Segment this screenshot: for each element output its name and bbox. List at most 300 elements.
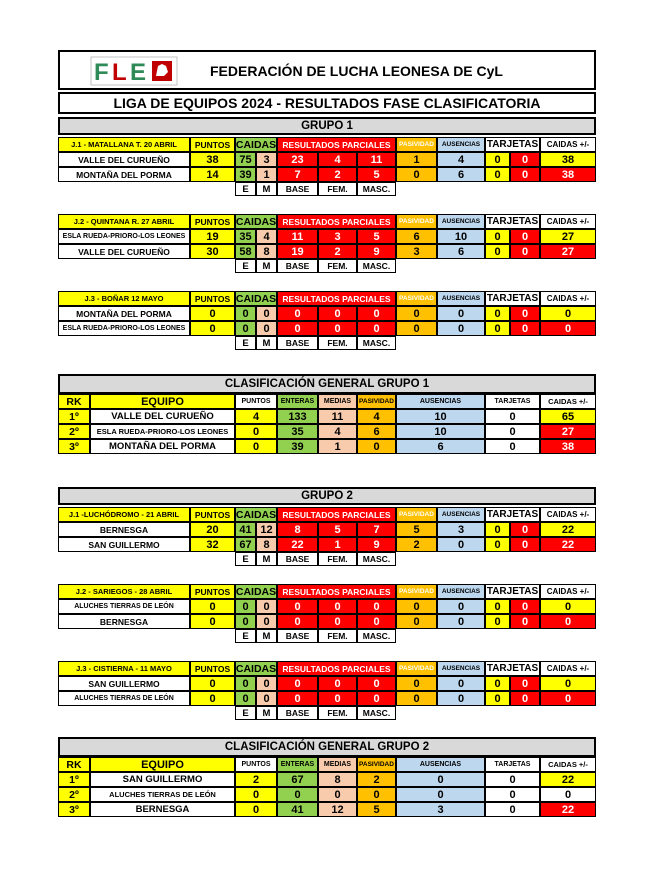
rank: 1º bbox=[58, 409, 90, 424]
fem-value: 0 bbox=[318, 321, 357, 336]
caidas-m-value: 0 bbox=[256, 676, 277, 691]
caidas-e-value: 0 bbox=[235, 691, 256, 706]
caidas-pm-value: 0 bbox=[540, 321, 596, 336]
puntos-value: 0 bbox=[190, 599, 235, 614]
medias-header: MEDIAS bbox=[318, 394, 357, 409]
jornada-title: J.3 - CISTIERNA - 11 MAYO bbox=[58, 661, 190, 676]
ausencias-value: 0 bbox=[437, 321, 485, 336]
ausencias-value: 0 bbox=[437, 306, 485, 321]
caidas-e-value: 0 bbox=[235, 599, 256, 614]
e-label: E bbox=[235, 706, 256, 720]
tarjetas-2-value: 0 bbox=[510, 522, 540, 537]
masc-value: 0 bbox=[357, 599, 396, 614]
team-name: ESLA RUEDA-PRIORO-LOS LEONES bbox=[90, 424, 235, 439]
masc-label: MASC. bbox=[357, 552, 396, 566]
caidas-e-value: 35 bbox=[235, 229, 256, 244]
team-name: SAN GUILLERMO bbox=[58, 537, 190, 552]
puntos-value: 0 bbox=[235, 787, 277, 802]
tarjetas-2-value: 0 bbox=[510, 614, 540, 629]
resultados-header: RESULTADOS PARCIALES bbox=[277, 507, 396, 522]
jornada-title: J.2 - QUINTANA R. 27 ABRIL bbox=[58, 214, 190, 229]
caidas-e-value: 39 bbox=[235, 167, 256, 182]
masc-value: 9 bbox=[357, 537, 396, 552]
caidas-m-value: 0 bbox=[256, 691, 277, 706]
team-name: SAN GUILLERMO bbox=[90, 772, 235, 787]
pasividad-value: 1 bbox=[396, 152, 437, 167]
puntos-header: PUNTOS bbox=[190, 507, 235, 522]
federation-logo bbox=[90, 56, 178, 86]
puntos-value: 0 bbox=[190, 691, 235, 706]
caidas-e-value: 0 bbox=[235, 676, 256, 691]
group-title: GRUPO 2 bbox=[58, 487, 596, 505]
enteras-value: 35 bbox=[277, 424, 318, 439]
team-name: BERNESGA bbox=[90, 802, 235, 817]
enteras-value: 41 bbox=[277, 802, 318, 817]
ausencias-value: 0 bbox=[437, 614, 485, 629]
ausencias-header: AUSENCIAS bbox=[437, 214, 485, 229]
base-value: 23 bbox=[277, 152, 318, 167]
pasividad-value: 0 bbox=[396, 321, 437, 336]
base-label: BASE bbox=[277, 336, 318, 350]
tarjetas-2-value: 0 bbox=[510, 152, 540, 167]
rank: 2º bbox=[58, 787, 90, 802]
fem-value: 3 bbox=[318, 229, 357, 244]
tarjetas-header: TARJETAS bbox=[485, 757, 540, 772]
puntos-value: 0 bbox=[235, 439, 277, 454]
puntos-header: PUNTOS bbox=[190, 214, 235, 229]
team-name: BERNESGA bbox=[58, 522, 190, 537]
caidas-pm-value: 0 bbox=[540, 787, 596, 802]
puntos-value: 0 bbox=[235, 802, 277, 817]
tarjetas-value: 0 bbox=[485, 424, 540, 439]
e-label: E bbox=[235, 182, 256, 196]
e-label: E bbox=[235, 336, 256, 350]
ausencias-value: 0 bbox=[437, 537, 485, 552]
tarjetas-1-value: 0 bbox=[485, 244, 510, 259]
ausencias-header: AUSENCIAS bbox=[437, 584, 485, 599]
equipo-header: EQUIPO bbox=[90, 757, 235, 772]
team-name: VALLE DEL CURUEÑO bbox=[58, 152, 190, 167]
pasividad-value: 0 bbox=[396, 599, 437, 614]
pasividad-header: PASIVIDAD bbox=[357, 394, 396, 409]
caidas-pm-header: CAIDAS +/- bbox=[540, 291, 596, 306]
caidas-pm-value: 22 bbox=[540, 802, 596, 817]
caidas-pm-header: CAIDAS +/- bbox=[540, 661, 596, 676]
pasividad-header: PASIVIDAD bbox=[396, 137, 437, 152]
m-label: M bbox=[256, 706, 277, 720]
ausencias-value: 0 bbox=[396, 787, 485, 802]
jornada-title: J.3 - BOÑAR 12 MAYO bbox=[58, 291, 190, 306]
masc-value: 0 bbox=[357, 691, 396, 706]
pasividad-value: 2 bbox=[396, 537, 437, 552]
pasividad-header: PASIVIDAD bbox=[396, 291, 437, 306]
masc-label: MASC. bbox=[357, 706, 396, 720]
ausencias-value: 6 bbox=[437, 244, 485, 259]
pasividad-value: 2 bbox=[357, 772, 396, 787]
tarjetas-2-value: 0 bbox=[510, 599, 540, 614]
base-value: 0 bbox=[277, 321, 318, 336]
rank: 2º bbox=[58, 424, 90, 439]
pasividad-header: PASIVIDAD bbox=[357, 757, 396, 772]
tarjetas-header: TARJETAS bbox=[486, 509, 539, 520]
tarjetas-1-value: 0 bbox=[485, 522, 510, 537]
caidas-pm-header: CAIDAS +/- bbox=[540, 584, 596, 599]
e-label: E bbox=[235, 259, 256, 273]
tarjetas-1-value: 0 bbox=[485, 599, 510, 614]
m-label: M bbox=[256, 182, 277, 196]
base-value: 0 bbox=[277, 691, 318, 706]
caidas-pm-value: 27 bbox=[540, 244, 596, 259]
ausencias-value: 0 bbox=[437, 691, 485, 706]
fem-label: FEM. bbox=[318, 629, 357, 643]
jornada-title: J.2 - SARIEGOS - 28 ABRIL bbox=[58, 584, 190, 599]
enteras-value: 133 bbox=[277, 409, 318, 424]
caidas-m-value: 4 bbox=[256, 229, 277, 244]
pasividad-value: 5 bbox=[357, 802, 396, 817]
tarjetas-2-value: 0 bbox=[510, 321, 540, 336]
caidas-pm-header: CAIDAS +/- bbox=[540, 394, 596, 409]
masc-value: 0 bbox=[357, 321, 396, 336]
ausencias-header: AUSENCIAS bbox=[437, 291, 485, 306]
caidas-m-value: 8 bbox=[256, 537, 277, 552]
masc-value: 5 bbox=[357, 229, 396, 244]
tarjetas-1-value: 0 bbox=[485, 229, 510, 244]
ausencias-header: AUSENCIAS bbox=[437, 507, 485, 522]
caidas-header: CAIDAS bbox=[235, 138, 277, 151]
e-label: E bbox=[235, 552, 256, 566]
ausencias-value: 6 bbox=[396, 439, 485, 454]
team-name: BERNESGA bbox=[58, 614, 190, 629]
team-name: ESLA RUEDA-PRIORO-LOS LEONES bbox=[58, 229, 190, 244]
puntos-value: 2 bbox=[235, 772, 277, 787]
caidas-pm-header: CAIDAS +/- bbox=[540, 507, 596, 522]
masc-label: MASC. bbox=[357, 259, 396, 273]
caidas-header: CAIDAS bbox=[235, 662, 277, 675]
fem-value: 1 bbox=[318, 537, 357, 552]
tarjetas-1-value: 0 bbox=[485, 306, 510, 321]
enteras-header: ENTERAS bbox=[277, 757, 318, 772]
pasividad-value: 6 bbox=[396, 229, 437, 244]
caidas-header: CAIDAS bbox=[235, 215, 277, 228]
base-value: 11 bbox=[277, 229, 318, 244]
caidas-m-value: 0 bbox=[256, 599, 277, 614]
jornada-title: J.1 -LUCHÓDROMO - 21 ABRIL bbox=[58, 507, 190, 522]
tarjetas-2-value: 0 bbox=[510, 306, 540, 321]
base-value: 22 bbox=[277, 537, 318, 552]
base-label: BASE bbox=[277, 552, 318, 566]
fem-value: 0 bbox=[318, 599, 357, 614]
caidas-e-value: 0 bbox=[235, 306, 256, 321]
fem-label: FEM. bbox=[318, 182, 357, 196]
page-subtitle: LIGA DE EQUIPOS 2024 - RESULTADOS FASE CLASIFICATORIA bbox=[58, 92, 596, 114]
caidas-pm-value: 27 bbox=[540, 424, 596, 439]
caidas-m-value: 8 bbox=[256, 244, 277, 259]
tarjetas-2-value: 0 bbox=[510, 229, 540, 244]
tarjetas-1-value: 0 bbox=[485, 537, 510, 552]
puntos-value: 0 bbox=[190, 306, 235, 321]
pasividad-value: 0 bbox=[357, 787, 396, 802]
puntos-header: PUNTOS bbox=[235, 394, 277, 409]
base-value: 0 bbox=[277, 614, 318, 629]
base-value: 7 bbox=[277, 167, 318, 182]
fem-value: 0 bbox=[318, 691, 357, 706]
pasividad-value: 0 bbox=[396, 691, 437, 706]
puntos-value: 0 bbox=[235, 424, 277, 439]
m-label: M bbox=[256, 629, 277, 643]
tarjetas-header: TARJETAS bbox=[486, 586, 539, 597]
rank: 3º bbox=[58, 439, 90, 454]
caidas-pm-value: 65 bbox=[540, 409, 596, 424]
caidas-e-value: 41 bbox=[235, 522, 256, 537]
caidas-e-value: 58 bbox=[235, 244, 256, 259]
ausencias-value: 10 bbox=[396, 424, 485, 439]
pasividad-value: 6 bbox=[357, 424, 396, 439]
tarjetas-1-value: 0 bbox=[485, 676, 510, 691]
team-name: MONTAÑA DEL PORMA bbox=[58, 306, 190, 321]
caidas-m-value: 1 bbox=[256, 167, 277, 182]
medias-value: 0 bbox=[318, 787, 357, 802]
team-name: ALUCHES TIERRAS DE LEÓN bbox=[58, 691, 190, 706]
rk-header: RK bbox=[58, 757, 90, 772]
caidas-m-value: 12 bbox=[256, 522, 277, 537]
resultados-header: RESULTADOS PARCIALES bbox=[277, 291, 396, 306]
puntos-value: 20 bbox=[190, 522, 235, 537]
puntos-value: 14 bbox=[190, 167, 235, 182]
svg-text:E: E bbox=[130, 59, 147, 86]
svg-text:L: L bbox=[112, 59, 127, 86]
pasividad-value: 0 bbox=[396, 167, 437, 182]
pasividad-header: PASIVIDAD bbox=[396, 214, 437, 229]
caidas-pm-header: CAIDAS +/- bbox=[540, 757, 596, 772]
caidas-m-value: 0 bbox=[256, 614, 277, 629]
masc-value: 0 bbox=[357, 614, 396, 629]
caidas-e-value: 67 bbox=[235, 537, 256, 552]
fem-value: 2 bbox=[318, 244, 357, 259]
base-label: BASE bbox=[277, 629, 318, 643]
ausencias-value: 0 bbox=[396, 772, 485, 787]
ausencias-value: 10 bbox=[396, 409, 485, 424]
team-name: ALUCHES TIERRAS DE LEÓN bbox=[58, 599, 190, 614]
resultados-header: RESULTADOS PARCIALES bbox=[277, 584, 396, 599]
caidas-m-value: 0 bbox=[256, 306, 277, 321]
caidas-pm-value: 38 bbox=[540, 439, 596, 454]
group-title: GRUPO 1 bbox=[58, 117, 596, 135]
ausencias-value: 10 bbox=[437, 229, 485, 244]
fem-value: 4 bbox=[318, 152, 357, 167]
base-value: 0 bbox=[277, 676, 318, 691]
tarjetas-1-value: 0 bbox=[485, 614, 510, 629]
tarjetas-header: TARJETAS bbox=[485, 394, 540, 409]
caidas-m-value: 0 bbox=[256, 321, 277, 336]
puntos-header: PUNTOS bbox=[190, 137, 235, 152]
tarjetas-2-value: 0 bbox=[510, 537, 540, 552]
pasividad-value: 3 bbox=[396, 244, 437, 259]
fem-label: FEM. bbox=[318, 259, 357, 273]
puntos-value: 0 bbox=[190, 614, 235, 629]
enteras-header: ENTERAS bbox=[277, 394, 318, 409]
medias-value: 8 bbox=[318, 772, 357, 787]
tarjetas-2-value: 0 bbox=[510, 691, 540, 706]
caidas-header: CAIDAS bbox=[235, 292, 277, 305]
ausencias-value: 4 bbox=[437, 152, 485, 167]
rank: 1º bbox=[58, 772, 90, 787]
pasividad-value: 0 bbox=[357, 439, 396, 454]
pasividad-value: 0 bbox=[396, 614, 437, 629]
ausencias-value: 6 bbox=[437, 167, 485, 182]
base-value: 0 bbox=[277, 599, 318, 614]
masc-value: 9 bbox=[357, 244, 396, 259]
base-value: 0 bbox=[277, 306, 318, 321]
base-value: 19 bbox=[277, 244, 318, 259]
puntos-value: 0 bbox=[190, 676, 235, 691]
equipo-header: EQUIPO bbox=[90, 394, 235, 409]
caidas-pm-value: 22 bbox=[540, 537, 596, 552]
pasividad-value: 5 bbox=[396, 522, 437, 537]
masc-value: 0 bbox=[357, 676, 396, 691]
tarjetas-value: 0 bbox=[485, 409, 540, 424]
tarjetas-header: TARJETAS bbox=[486, 663, 539, 674]
federation-title: FEDERACIÓN DE LUCHA LEONESA DE CyL bbox=[210, 63, 503, 79]
caidas-pm-value: 27 bbox=[540, 229, 596, 244]
jornada-title: J.1 - MATALLANA T. 20 ABRIL bbox=[58, 137, 190, 152]
tarjetas-1-value: 0 bbox=[485, 167, 510, 182]
tarjetas-value: 0 bbox=[485, 787, 540, 802]
tarjetas-header: TARJETAS bbox=[486, 293, 539, 304]
puntos-value: 30 bbox=[190, 244, 235, 259]
tarjetas-value: 0 bbox=[485, 802, 540, 817]
tarjetas-value: 0 bbox=[485, 439, 540, 454]
caidas-pm-value: 0 bbox=[540, 691, 596, 706]
rank: 3º bbox=[58, 802, 90, 817]
masc-label: MASC. bbox=[357, 336, 396, 350]
pasividad-header: PASIVIDAD bbox=[396, 507, 437, 522]
fem-label: FEM. bbox=[318, 706, 357, 720]
fem-value: 2 bbox=[318, 167, 357, 182]
team-name: ESLA RUEDA-PRIORO-LOS LEONES bbox=[58, 321, 190, 336]
resultados-header: RESULTADOS PARCIALES bbox=[277, 661, 396, 676]
ausencias-header: AUSENCIAS bbox=[437, 137, 485, 152]
caidas-pm-header: CAIDAS +/- bbox=[540, 137, 596, 152]
team-name: ALUCHES TIERRAS DE LEÓN bbox=[90, 787, 235, 802]
caidas-pm-value: 0 bbox=[540, 599, 596, 614]
team-name: SAN GUILLERMO bbox=[58, 676, 190, 691]
pasividad-header: PASIVIDAD bbox=[396, 584, 437, 599]
svg-text:F: F bbox=[94, 59, 109, 86]
caidas-pm-value: 38 bbox=[540, 152, 596, 167]
header-banner bbox=[58, 50, 596, 90]
caidas-header: CAIDAS bbox=[235, 585, 277, 598]
puntos-header: PUNTOS bbox=[190, 584, 235, 599]
enteras-value: 0 bbox=[277, 787, 318, 802]
base-label: BASE bbox=[277, 706, 318, 720]
puntos-header: PUNTOS bbox=[235, 757, 277, 772]
ausencias-header: AUSENCIAS bbox=[437, 661, 485, 676]
fem-value: 0 bbox=[318, 676, 357, 691]
standings-title: CLASIFICACIÓN GENERAL GRUPO 2 bbox=[58, 737, 596, 757]
tarjetas-1-value: 0 bbox=[485, 321, 510, 336]
masc-value: 11 bbox=[357, 152, 396, 167]
masc-label: MASC. bbox=[357, 182, 396, 196]
tarjetas-1-value: 0 bbox=[485, 152, 510, 167]
caidas-pm-value: 0 bbox=[540, 676, 596, 691]
rk-header: RK bbox=[58, 394, 90, 409]
pasividad-value: 4 bbox=[357, 409, 396, 424]
masc-value: 0 bbox=[357, 306, 396, 321]
m-label: M bbox=[256, 336, 277, 350]
ausencias-value: 3 bbox=[437, 522, 485, 537]
masc-label: MASC. bbox=[357, 629, 396, 643]
ausencias-value: 0 bbox=[437, 599, 485, 614]
caidas-pm-value: 0 bbox=[540, 614, 596, 629]
caidas-pm-value: 0 bbox=[540, 306, 596, 321]
caidas-pm-value: 22 bbox=[540, 772, 596, 787]
puntos-header: PUNTOS bbox=[190, 661, 235, 676]
caidas-e-value: 0 bbox=[235, 321, 256, 336]
tarjetas-1-value: 0 bbox=[485, 691, 510, 706]
fem-label: FEM. bbox=[318, 552, 357, 566]
team-name: MONTAÑA DEL PORMA bbox=[90, 439, 235, 454]
tarjetas-header: TARJETAS bbox=[486, 139, 539, 150]
ausencias-value: 3 bbox=[396, 802, 485, 817]
e-label: E bbox=[235, 629, 256, 643]
fem-value: 5 bbox=[318, 522, 357, 537]
enteras-value: 67 bbox=[277, 772, 318, 787]
medias-value: 11 bbox=[318, 409, 357, 424]
pasividad-value: 0 bbox=[396, 306, 437, 321]
puntos-header: PUNTOS bbox=[190, 291, 235, 306]
puntos-value: 32 bbox=[190, 537, 235, 552]
puntos-value: 4 bbox=[235, 409, 277, 424]
enteras-value: 39 bbox=[277, 439, 318, 454]
ausencias-value: 0 bbox=[437, 676, 485, 691]
base-label: BASE bbox=[277, 259, 318, 273]
puntos-value: 19 bbox=[190, 229, 235, 244]
fem-value: 0 bbox=[318, 614, 357, 629]
puntos-value: 38 bbox=[190, 152, 235, 167]
caidas-pm-value: 22 bbox=[540, 522, 596, 537]
tarjetas-header: TARJETAS bbox=[486, 216, 539, 227]
medias-value: 1 bbox=[318, 439, 357, 454]
caidas-pm-value: 38 bbox=[540, 167, 596, 182]
puntos-value: 0 bbox=[190, 321, 235, 336]
medias-value: 12 bbox=[318, 802, 357, 817]
resultados-header: RESULTADOS PARCIALES bbox=[277, 137, 396, 152]
tarjetas-2-value: 0 bbox=[510, 676, 540, 691]
tarjetas-value: 0 bbox=[485, 772, 540, 787]
caidas-header: CAIDAS bbox=[235, 508, 277, 521]
team-name: VALLE DEL CURUEÑO bbox=[58, 244, 190, 259]
tarjetas-2-value: 0 bbox=[510, 167, 540, 182]
medias-header: MEDIAS bbox=[318, 757, 357, 772]
base-label: BASE bbox=[277, 182, 318, 196]
medias-value: 4 bbox=[318, 424, 357, 439]
pasividad-value: 0 bbox=[396, 676, 437, 691]
resultados-header: RESULTADOS PARCIALES bbox=[277, 214, 396, 229]
tarjetas-2-value: 0 bbox=[510, 244, 540, 259]
ausencias-header: AUSENCIAS bbox=[396, 394, 485, 409]
standings-title: CLASIFICACIÓN GENERAL GRUPO 1 bbox=[58, 374, 596, 394]
caidas-e-value: 0 bbox=[235, 614, 256, 629]
team-name: MONTAÑA DEL PORMA bbox=[58, 167, 190, 182]
fem-value: 0 bbox=[318, 306, 357, 321]
masc-value: 5 bbox=[357, 167, 396, 182]
pasividad-header: PASIVIDAD bbox=[396, 661, 437, 676]
base-value: 8 bbox=[277, 522, 318, 537]
caidas-pm-header: CAIDAS +/- bbox=[540, 214, 596, 229]
caidas-m-value: 3 bbox=[256, 152, 277, 167]
team-name: VALLE DEL CURUEÑO bbox=[90, 409, 235, 424]
masc-value: 7 bbox=[357, 522, 396, 537]
